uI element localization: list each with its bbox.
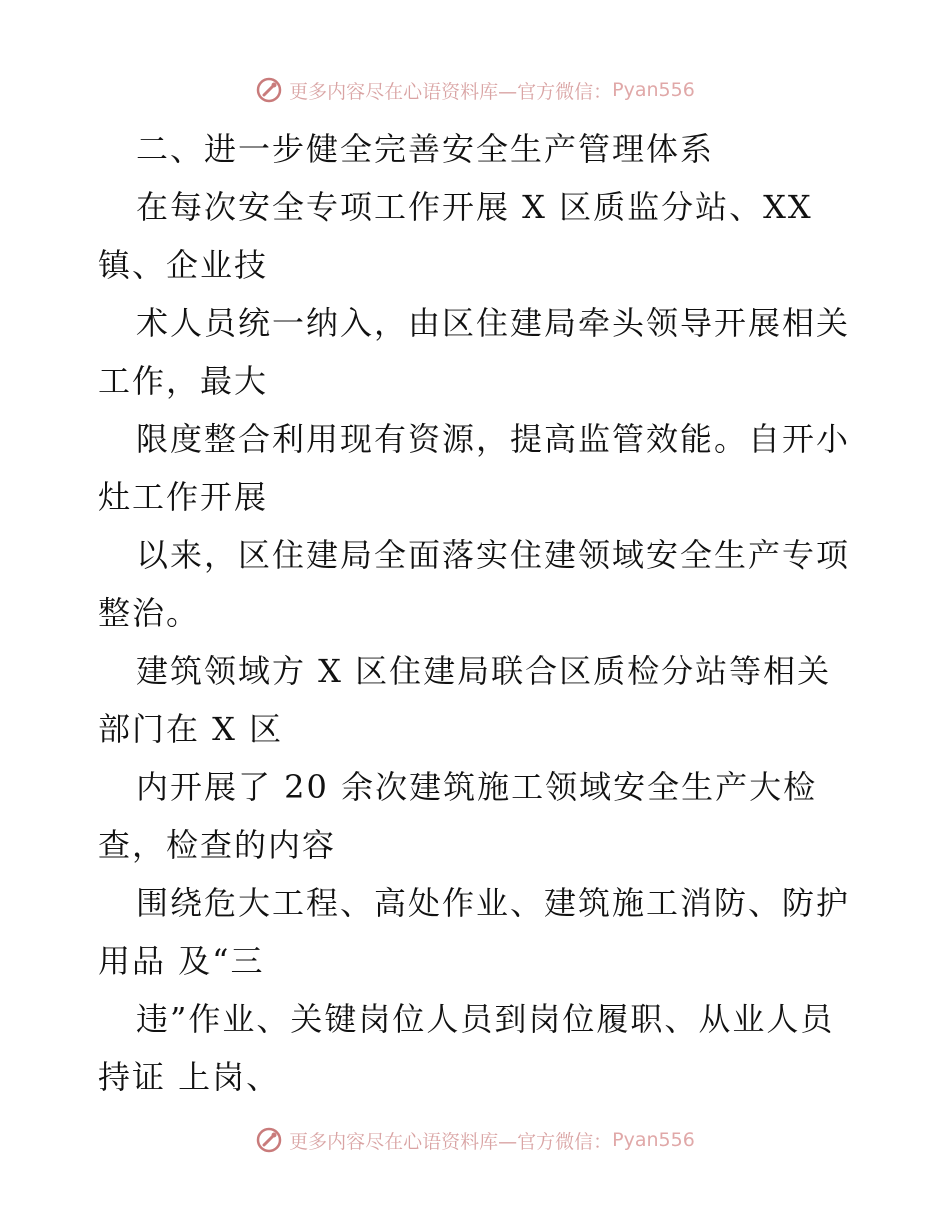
text-line: 部门在 X 区: [98, 710, 284, 748]
footer-watermark: [0, 1122, 950, 1158]
text-line: 违”作业、关键岗位人员到岗位履职、从业人员: [136, 1000, 835, 1038]
text-line: 在每次安全专项工作开展 X 区质监分站、XX: [136, 188, 813, 226]
text-line: 内开展了 20 余次建筑施工领域安全生产大检: [136, 768, 818, 806]
logo-icon: [255, 1126, 283, 1154]
logo-icon: [255, 76, 283, 104]
text-line: 围绕危大工程、高处作业、建筑施工消防、防护: [136, 884, 851, 922]
text-line: 以来，区住建局全面落实住建领域安全生产专项: [136, 536, 851, 574]
text-line: 限度整合利用现有资源，提高监管效能。自开小: [136, 420, 851, 458]
text-line: 持证 上岗、: [98, 1058, 281, 1096]
document-body: [98, 120, 858, 1106]
text-line: 用品 及“三: [98, 942, 265, 980]
text-line: 二、进一步健全完善安全生产管理体系: [136, 130, 715, 168]
watermark-id: Pyan556: [612, 1129, 695, 1151]
text-line: 镇、企业技: [98, 246, 269, 284]
text-line: 术人员统一纳入，由区住建局牵头领导开展相关: [136, 304, 851, 342]
watermark-id: Pyan556: [612, 79, 695, 101]
text-line: 整治。: [98, 594, 201, 632]
text-line: 查，检查的内容: [98, 826, 337, 864]
text-line: 工作，最大: [98, 362, 269, 400]
header-watermark: [0, 72, 950, 108]
text-line: 灶工作开展: [98, 478, 269, 516]
watermark-text: 更多内容尽在心语资料库—官方微信：: [289, 1130, 613, 1153]
watermark-text: 更多内容尽在心语资料库—官方微信：: [289, 80, 613, 103]
text-line: 建筑领域方 X 区住建局联合区质检分站等相关: [136, 652, 832, 690]
